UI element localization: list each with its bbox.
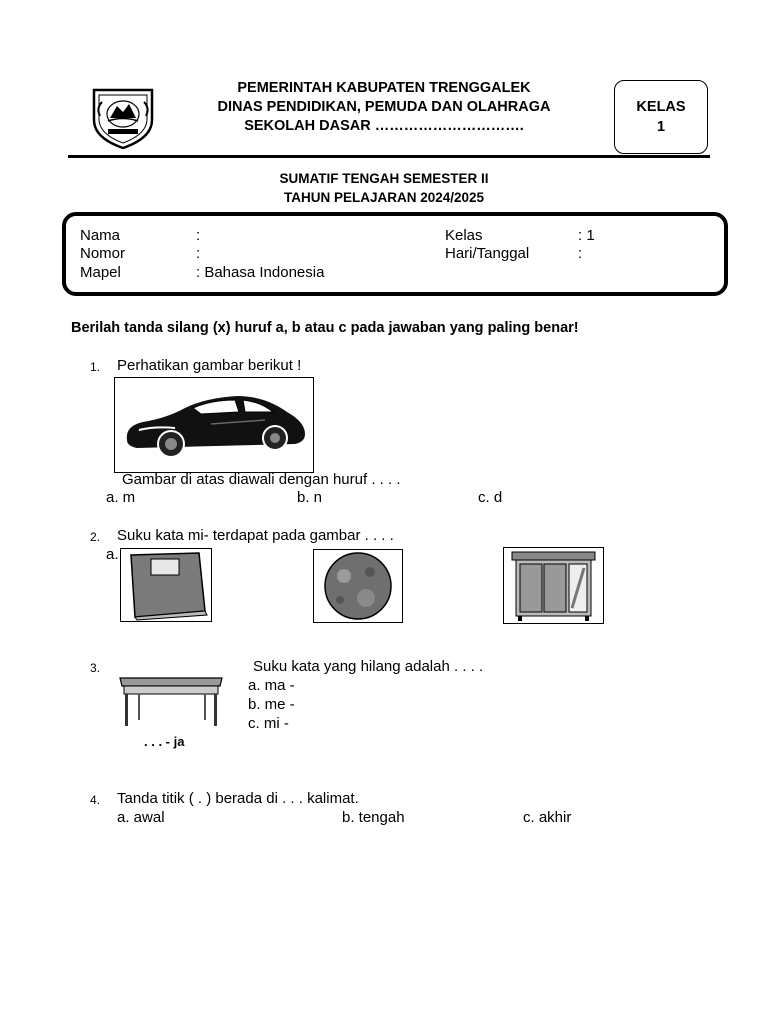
moon-image	[313, 549, 403, 623]
q1-subprompt: Gambar di atas diawali dengan huruf . . . .	[122, 471, 401, 488]
wardrobe-image	[503, 547, 604, 624]
q1-option-b[interactable]: b. n	[297, 489, 323, 506]
q4-prompt: Tanda titik ( . ) berada di . . . kalimat.	[117, 790, 359, 807]
q1-option-c[interactable]: c. d	[478, 489, 503, 506]
q4-option-c[interactable]: c. akhir	[523, 809, 572, 826]
kelas-label: Kelas	[445, 227, 483, 244]
mapel-value: : Bahasa Indonesia	[196, 264, 325, 281]
exam-title: SUMATIF TENGAH SEMESTER II	[279, 171, 489, 186]
q1-number: 1.	[90, 360, 101, 374]
q3-caption: . . . - ja	[144, 734, 185, 749]
class-box-value: 1	[656, 119, 666, 135]
mapel-label: Mapel	[80, 264, 121, 281]
hari-tanggal-label: Hari/Tanggal	[445, 245, 530, 262]
identity-box	[62, 212, 728, 296]
q4-option-b[interactable]: b. tengah	[342, 809, 405, 826]
nama-label: Nama	[80, 227, 121, 244]
q2-number: 2.	[90, 530, 101, 544]
class-box	[614, 80, 708, 154]
q2-prompt: Suku kata mi- terdapat pada gambar . . . .	[117, 527, 394, 544]
q3-option-a[interactable]: a. ma -	[248, 677, 295, 694]
nomor-label: Nomor	[80, 245, 126, 262]
table-image	[118, 672, 224, 728]
exam-year: TAHUN PELAJARAN 2024/2025	[283, 190, 485, 205]
car-image	[114, 377, 314, 473]
q4-number: 4.	[90, 793, 101, 807]
instruction: Berilah tanda silang (x) huruf a, b atau c pada jawaban yang paling benar!	[71, 320, 579, 336]
q3-option-b[interactable]: b. me -	[248, 696, 295, 713]
q3-option-c[interactable]: c. mi -	[248, 715, 289, 732]
nomor-colon: :	[196, 245, 201, 262]
q1-option-a[interactable]: a. m	[106, 489, 136, 506]
header-divider	[68, 155, 710, 158]
q3-prompt: Suku kata yang hilang adalah . . . .	[253, 658, 484, 675]
q4-option-a[interactable]: a. awal	[117, 809, 165, 826]
school-logo	[86, 86, 160, 150]
class-box-label: KELAS	[636, 99, 686, 115]
nama-colon: :	[196, 227, 201, 244]
book-image	[120, 548, 212, 622]
q1-prompt: Perhatikan gambar berikut !	[117, 357, 302, 374]
hari-tanggal-colon: :	[578, 245, 583, 262]
header-line-school: SEKOLAH DASAR ………………………….	[244, 118, 524, 134]
q3-number: 3.	[90, 661, 101, 675]
header-line-department: DINAS PENDIDIKAN, PEMUDA DAN OLAHRAGA	[217, 99, 551, 115]
q2-option-a[interactable]: a.	[106, 546, 119, 563]
header-line-government: PEMERINTAH KABUPATEN TRENGGALEK	[237, 80, 531, 96]
kelas-value: : 1	[578, 227, 595, 244]
